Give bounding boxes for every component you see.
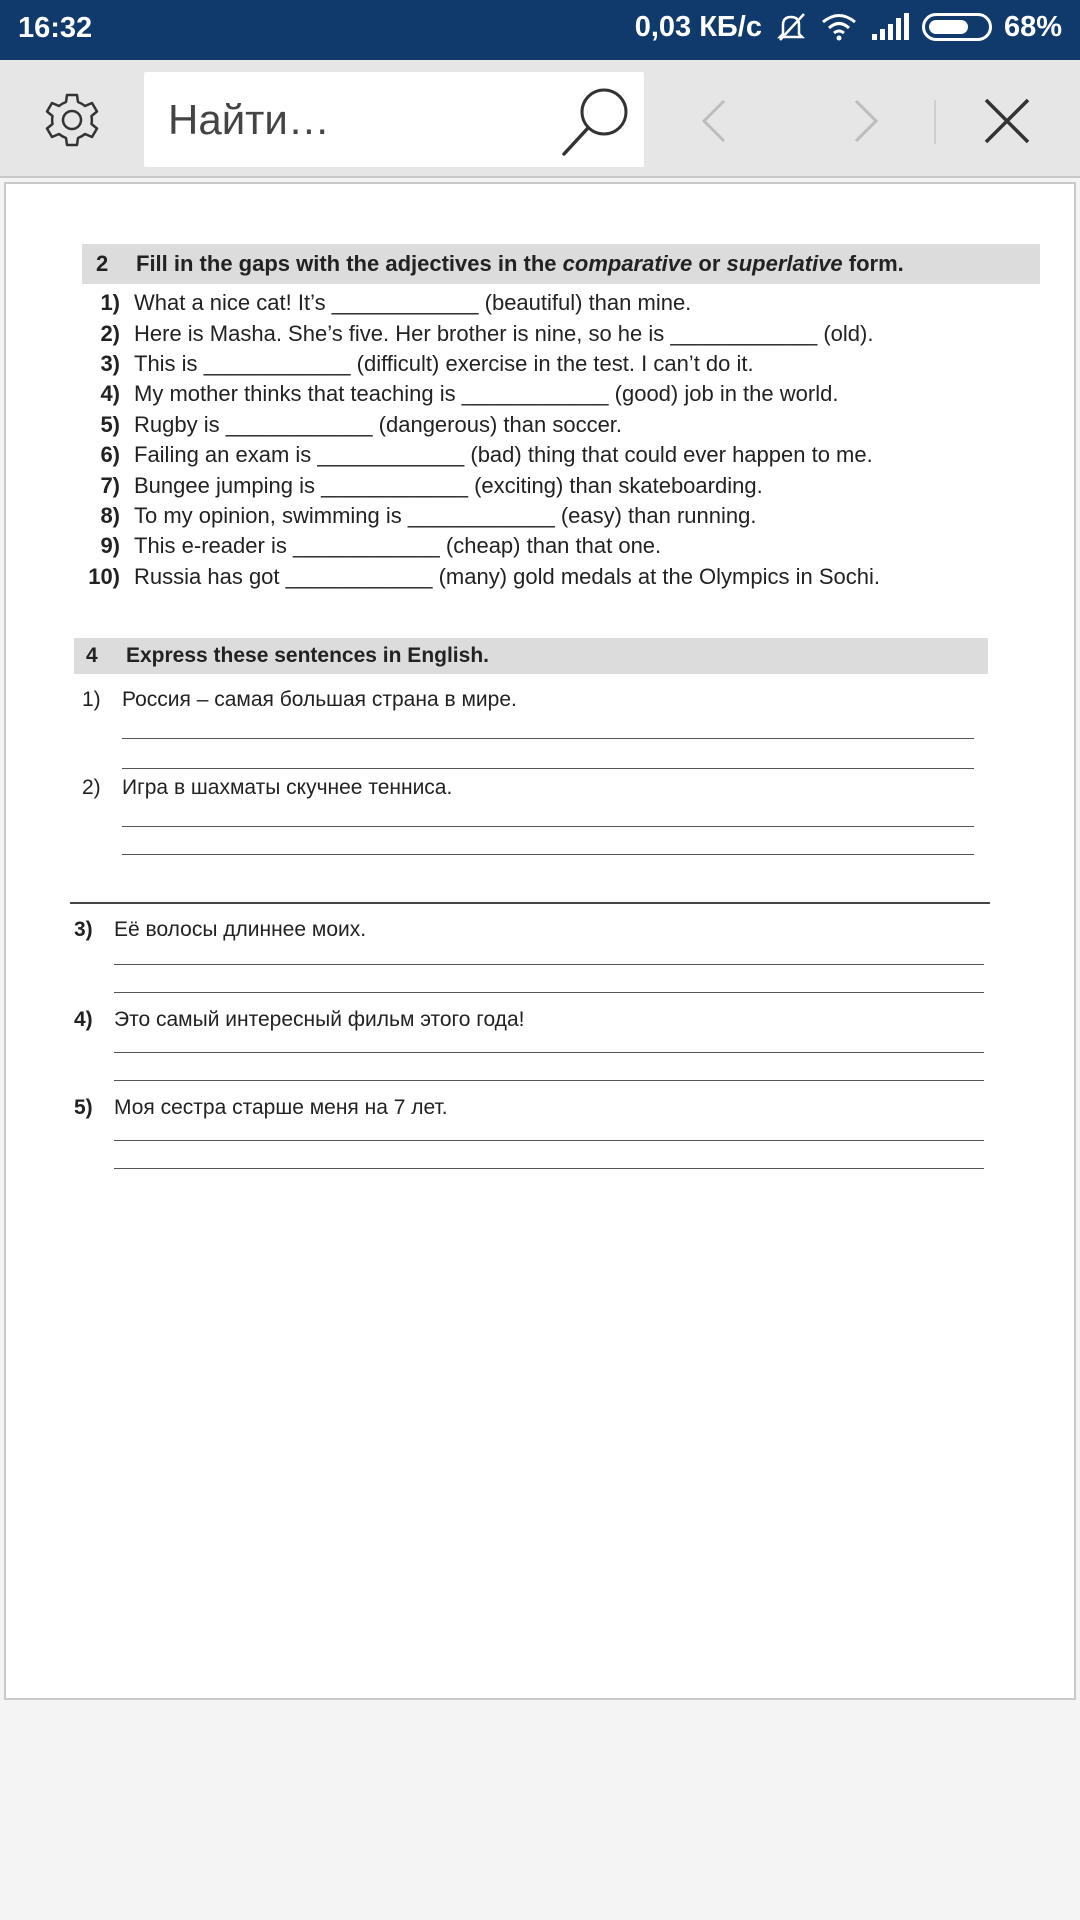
network-speed: 0,03 КБ/с xyxy=(634,10,762,43)
battery-percent: 68% xyxy=(1003,10,1062,43)
exercise-2-item: 9) This e-reader is ____________ (cheap) than that one. xyxy=(100,533,662,559)
exercise-2-item: 6) Failing an exam is ____________ (bad) thing that could ever happen to me. xyxy=(100,442,873,468)
exercise-2-item: 4) My mother thinks that teaching is ____________ (good) job in the world. xyxy=(100,381,839,407)
signal-icon xyxy=(870,12,910,42)
exercise-2-list xyxy=(82,288,1040,592)
exercise-2-item: 5) Rugby is ____________ (dangerous) than soccer. xyxy=(100,411,623,437)
toolbar-divider xyxy=(934,100,936,144)
chevron-left-icon[interactable] xyxy=(690,96,740,146)
status-icons xyxy=(635,10,1062,44)
search-input[interactable] xyxy=(168,72,548,167)
find-toolbar xyxy=(0,60,1080,178)
exercise-title: Express these sentences in English. xyxy=(126,644,489,667)
battery-level xyxy=(929,20,968,34)
exercise-2-item: 3) This is ____________ (difficult) exercise in the test. I can’t do it. xyxy=(100,350,754,376)
exercise-2-item: 8) To my opinion, swimming is ____________ (easy) than running. xyxy=(100,502,757,528)
chevron-right-icon[interactable] xyxy=(840,96,890,146)
close-icon[interactable] xyxy=(980,94,1034,148)
exercise-2-item: 1) What a nice cat! It’s ____________ (beautiful) than mine. xyxy=(100,290,692,316)
exercise-2-header xyxy=(82,244,1040,284)
status-bar xyxy=(0,0,1080,60)
battery-icon xyxy=(922,13,992,41)
exercise-number: 4 xyxy=(86,644,98,667)
document-page xyxy=(4,182,1076,1700)
page-separator xyxy=(70,902,990,904)
gear-icon[interactable] xyxy=(40,88,104,152)
exercise-2-item: 10) Russia has got ____________ (many) gold medals at the Olympics in Sochi. xyxy=(88,563,880,589)
search-icon[interactable] xyxy=(558,84,634,160)
exercise-4-header xyxy=(74,638,988,674)
exercise-4: 4 Express these sentences in English. 1) Россия – самая большая страна в мире. 2) Игра в шахматы скучнее тенниса. 3) Её волосы длиннее моих. 4) Это самый интересный фильм этого года! 5) Моя сестра старше меня на 7 лет. xyxy=(74,638,988,674)
mute-icon xyxy=(774,10,808,44)
search-box xyxy=(144,72,644,167)
exercise-2-item: 2) Here is Masha. She’s five. Her brother is nine, so he is ____________ (old). xyxy=(100,320,874,346)
exercise-title: Fill in the gaps with the adjectives in the comparative or superlative form. xyxy=(136,251,904,276)
exercise-2-item: 7) Bungee jumping is ____________ (exciting) than skateboarding. xyxy=(100,472,763,498)
exercise-2 xyxy=(82,244,1040,592)
exercise-number: 2 xyxy=(96,251,109,276)
clock: 16:32 xyxy=(18,12,93,44)
wifi-icon xyxy=(820,12,858,42)
